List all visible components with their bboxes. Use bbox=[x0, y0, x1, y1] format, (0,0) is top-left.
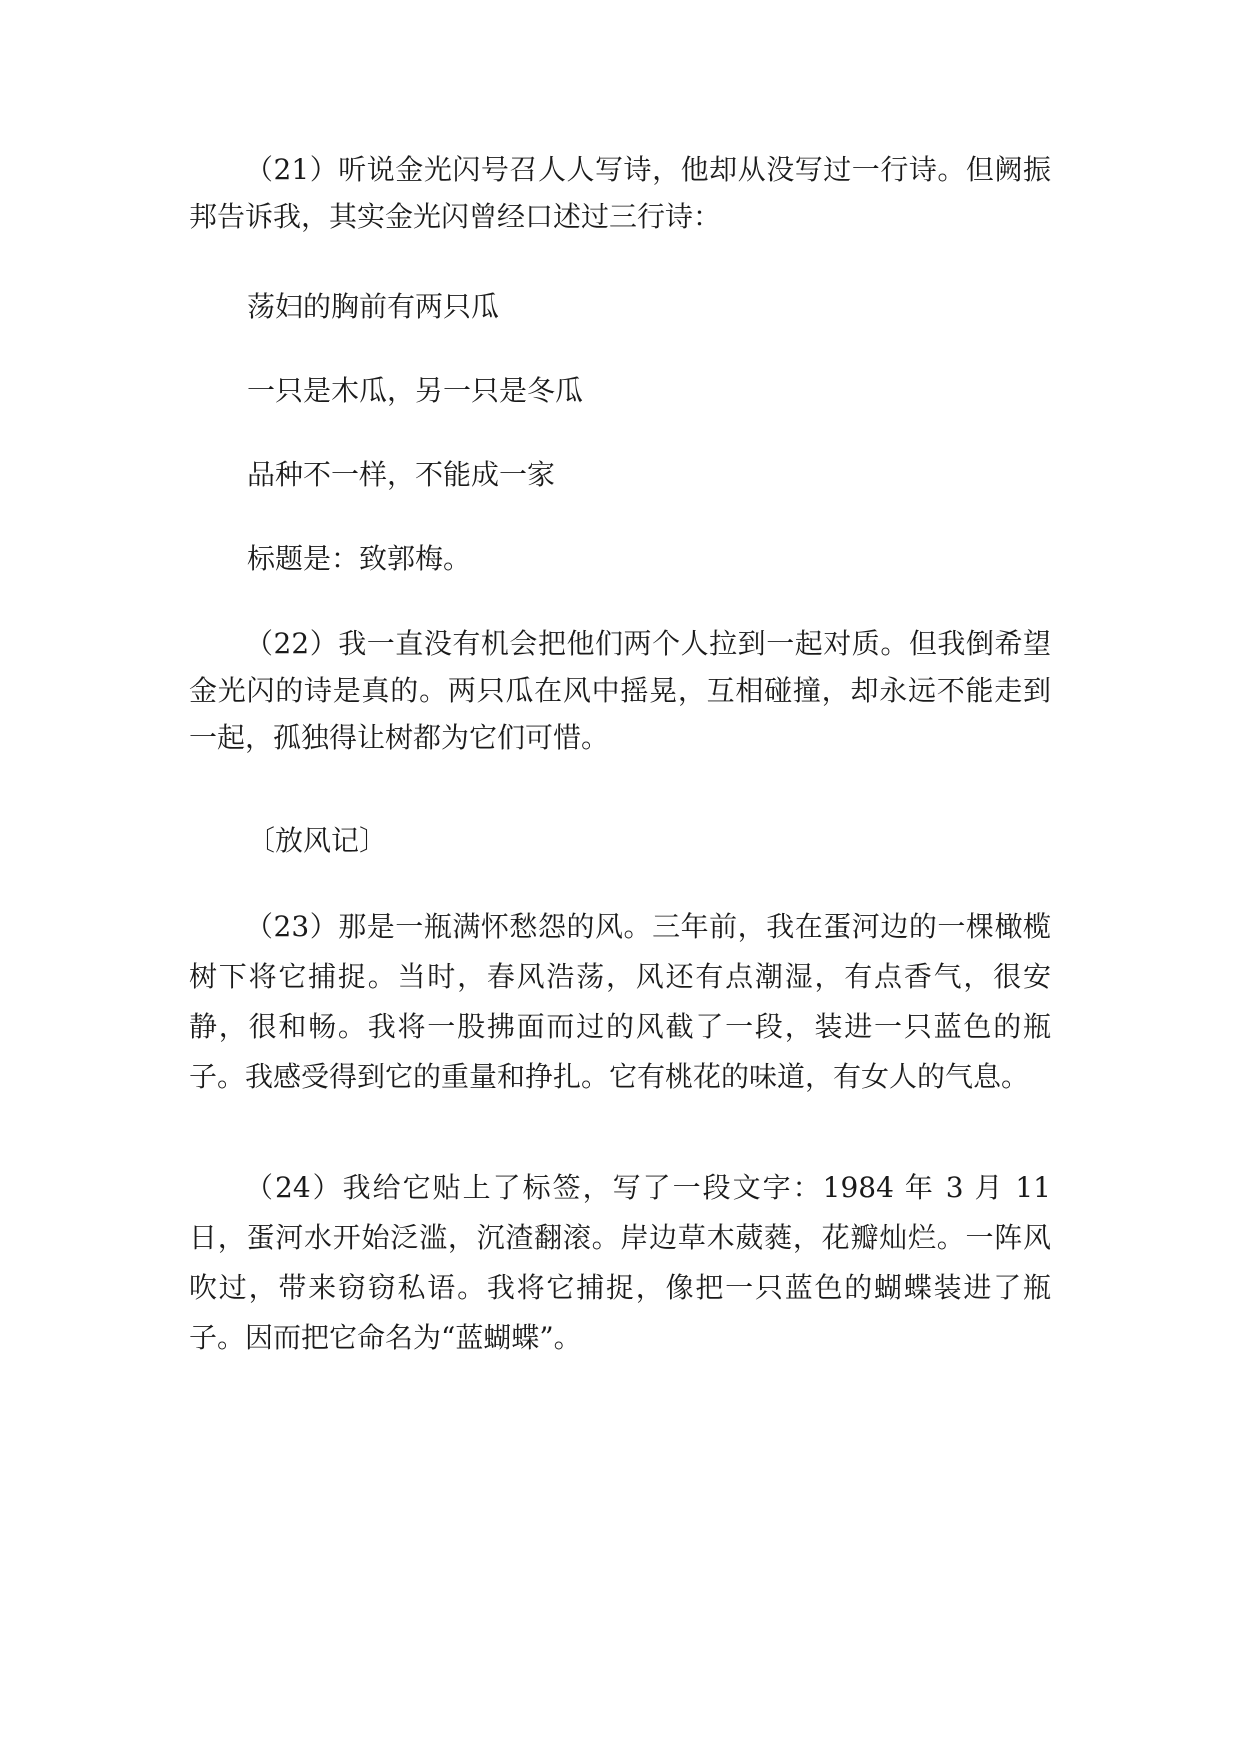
poem-line-2: 一只是木瓜，另一只是冬瓜 bbox=[247, 374, 584, 407]
poem-title-line: 标题是：致郭梅。 bbox=[247, 542, 472, 575]
paragraph-23: （23）那是一瓶满怀愁怨的风。三年前，我在蛋河边的一棵橄榄树下将它捕捉。当时，春风浩荡，风还有点潮湿，有点香气，很安静，很和畅。我将一股拂面而过的风截了一段，装进一只蓝色的瓶子。我感受得到它的重量和挣扎。它有桃花的味道，有女人的气息。 bbox=[189, 910, 1051, 1093]
poem-line-1: 荡妇的胸前有两只瓜 bbox=[247, 290, 500, 323]
paragraph-24: （24）我给它贴上了标签，写了一段文字：1984 年 3 月 11 日，蛋河水开始泛滥，沉渣翻滚。岸边草木葳蕤，花瓣灿烂。一阵风吹过，带来窃窃私语。我将它捕捉，像把一只蓝色的蝴蝶装进了瓶子。因而把它命名为“蓝蝴蝶”。 bbox=[189, 1171, 1051, 1354]
section-heading: 〔放风记〕 bbox=[247, 824, 388, 857]
paragraph-21: （21）听说金光闪号召人人写诗，他却从没写过一行诗。但阙振邦告诉我，其实金光闪曾经口述过三行诗： bbox=[189, 153, 1051, 233]
poem-line-3: 品种不一样，不能成一家 bbox=[247, 458, 556, 491]
paragraph-22: （22）我一直没有机会把他们两个人拉到一起对质。但我倒希望金光闪的诗是真的。两只瓜在风中摇晃，互相碰撞，却永远不能走到一起，孤独得让树都为它们可惜。 bbox=[189, 627, 1051, 754]
